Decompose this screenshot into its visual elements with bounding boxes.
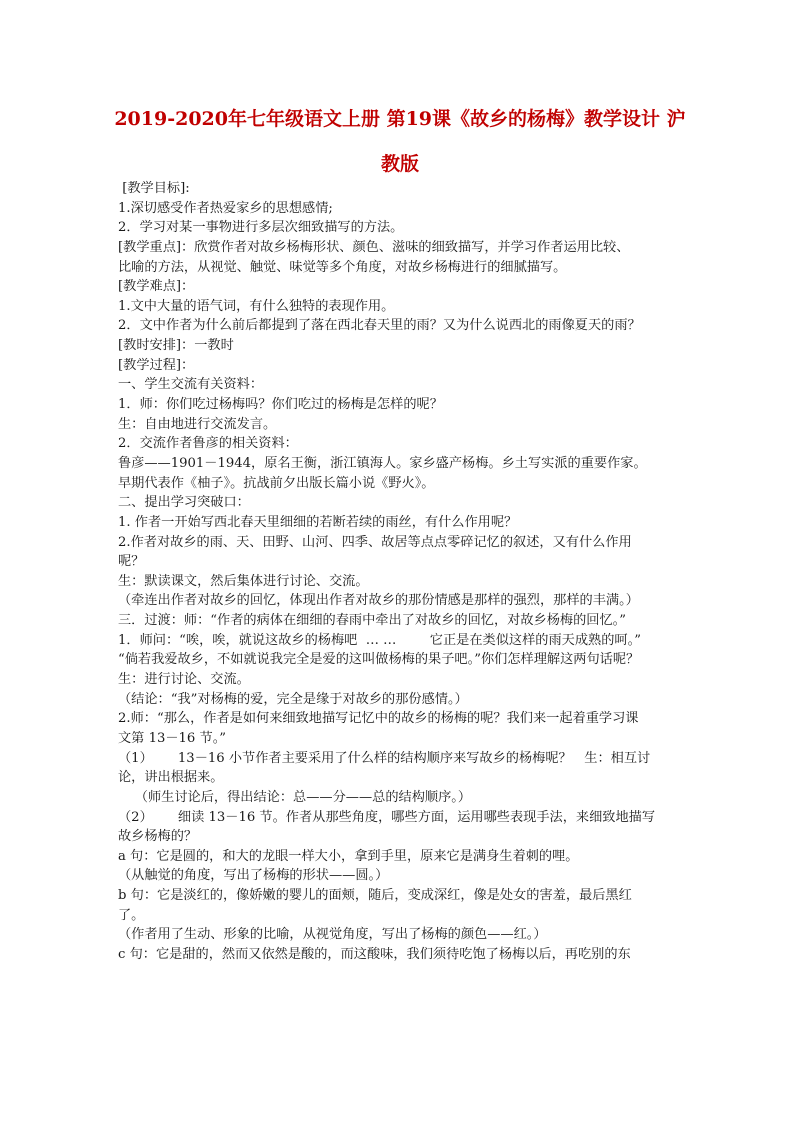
text-line: [教学目标]: <box>118 181 190 196</box>
text-line: 论，讲出根据来。 <box>118 770 224 786</box>
document-body <box>118 179 690 965</box>
text-line: 故乡杨梅的？ <box>118 829 198 845</box>
text-line: 1．师问：“唉，唉，就说这故乡的杨梅吧 … … 它正是在类似这样的雨天成熟的呵。” <box>118 632 641 648</box>
text-line: 1. 作者一开始写西北春天里细细的若断若续的雨丝，有什么作用呢？ <box>118 514 518 530</box>
text-line: 1.深切感受作者热爱家乡的思想感情; <box>118 200 333 216</box>
text-line: 1.文中大量的语气词，有什么独特的表现作用。 <box>118 298 395 314</box>
text-line: “倘若我爱故乡，不如就说我完全是爱的这叫做杨梅的果子吧。”你们怎样理解这两句话呢？ <box>118 652 640 668</box>
text-line: [教学难点]： <box>118 279 195 295</box>
text-line: 鲁彦——1901－1944，原名王衡，浙江镇海人。家乡盛产杨梅。乡土写实派的重要作家。 <box>118 455 647 471</box>
text-line: （师生讨论后，得出结论：总——分——总的结构顺序。） <box>118 789 472 805</box>
text-line: 2.师：“那么，作者是如何来细致地描写记忆中的故乡的杨梅的呢？我们来一起着重学习课 <box>118 711 639 727</box>
text-line: c 句：它是甜的，然而又依然是酸的，而这酸味，我们须待吃饱了杨梅以后，再吃别的东 <box>118 946 631 962</box>
text-line: （结论：“我”对杨梅的爱，完全是缘于对故乡的那份感情。） <box>118 691 468 707</box>
text-line: 早期代表作《柚子》。抗战前夕出版长篇小说《野火》。 <box>118 475 435 491</box>
text-line: （1） 13－16 小节作者主要采用了什么样的结构顺序来写故乡的杨梅呢？ 生：相互讨 <box>118 750 651 766</box>
text-line: 生：默读课文，然后集体进行讨论、交流。 <box>118 573 369 589</box>
text-line: [教时安排]：一教时 <box>118 338 234 354</box>
text-line: a 句：它是圆的，和大的龙眼一样大小，拿到手里，原来它是满身生着刺的哩。 <box>118 848 579 864</box>
text-line: [教学过程]： <box>118 357 195 373</box>
document-title-line-2: 教版 <box>380 153 419 175</box>
text-line: （从触觉的角度，写出了杨梅的形状——圆。） <box>118 868 389 884</box>
text-line: [教学重点]：欣赏作者对故乡杨梅形状、颜色、滋味的细致描写，并学习作者运用比较、 <box>118 239 630 255</box>
text-line: 文第 13－16 节。” <box>118 730 227 746</box>
document-title-line-1: 2019-2020年七年级语文上册 第19课《故乡的杨梅》教学设计 沪 <box>114 108 686 130</box>
text-line: 2．学习对某一事物进行多层次细致描写的方法。 <box>118 220 404 236</box>
text-line: 二、提出学习突破口： <box>118 495 250 511</box>
text-line: 生：自由地进行交流发言。 <box>118 416 277 432</box>
text-line: 一、学生交流有关资料： <box>118 377 264 393</box>
text-line: 2．交流作者鲁彦的相关资料： <box>118 436 298 452</box>
text-line: （2） 细读 13－16 节。作者从那些角度，哪些方面，运用哪些表现手法，来细致地描写 <box>118 809 656 825</box>
text-line: 2.作者对故乡的雨、天、田野、山河、四季、故居等点点零碎记忆的叙述，又有什么作用 <box>118 534 632 550</box>
text-line: （作者用了生动、形象的比喻，从视觉角度，写出了杨梅的颜色——红。） <box>118 927 547 943</box>
text-line: 比喻的方法，从视觉、触觉、味觉等多个角度，对故乡杨梅进行的细腻描写。 <box>118 259 567 275</box>
text-line: （牵连出作者对故乡的回忆，体现出作者对故乡的那份情感是那样的强烈，那样的丰满。） <box>118 593 639 609</box>
text-line: 2．文中作者为什么前后都提到了落在西北春天里的雨？又为什么说西北的雨像夏天的雨？ <box>118 318 641 334</box>
text-line: 了。 <box>118 907 145 923</box>
text-line: 1．师：你们吃过杨梅吗？你们吃过的杨梅是怎样的呢？ <box>118 397 443 413</box>
text-line: 生：进行讨论、交流。 <box>118 672 250 688</box>
text-line: 呢？ <box>118 554 145 570</box>
text-line: b 句：它是淡红的，像娇嫩的婴儿的面颊，随后，变成深红，像是处女的害羞，最后黑红 <box>118 888 632 904</box>
text-line: 三．过渡：师：“作者的病体在细细的春雨中牵出了对故乡的回忆，对故乡杨梅的回忆。” <box>118 613 627 629</box>
